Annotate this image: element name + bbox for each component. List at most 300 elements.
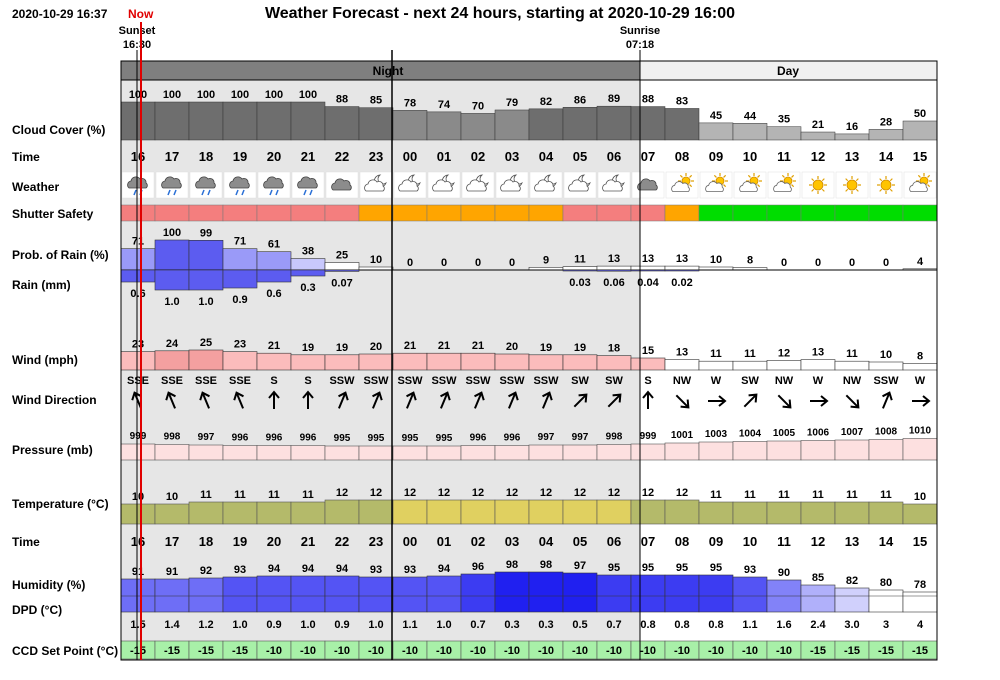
wind-bar bbox=[393, 353, 427, 370]
humidity-bar bbox=[257, 576, 291, 612]
shutter-safety-cell bbox=[733, 205, 767, 221]
ccd-setpoint-value: -10 bbox=[640, 645, 656, 657]
wind-direction-label: SW bbox=[571, 375, 589, 387]
temperature-value: 11 bbox=[846, 489, 858, 501]
rain-prob-bar bbox=[631, 266, 665, 270]
humidity-value: 94 bbox=[335, 563, 349, 575]
shutter-safety-cell bbox=[359, 205, 393, 221]
rain-mm-value: 1.0 bbox=[164, 296, 180, 308]
cloud-cover-value: 100 bbox=[230, 89, 250, 101]
rain-prob-value: 0 bbox=[848, 257, 856, 269]
pressure-bar bbox=[801, 441, 835, 461]
wind-bar bbox=[869, 362, 903, 370]
pressure-value: 1001 bbox=[670, 430, 694, 441]
temperature-value: 11 bbox=[268, 489, 280, 501]
wind-value: 13 bbox=[811, 346, 825, 359]
time-label: 16 bbox=[130, 149, 146, 164]
cloud-cover-value: 44 bbox=[743, 110, 757, 123]
wind-value: 19 bbox=[335, 341, 349, 354]
shutter-safety-cell bbox=[291, 205, 325, 221]
shutter-safety-cell bbox=[631, 205, 665, 221]
temperature-value: 12 bbox=[437, 487, 451, 499]
dpd-value: 0.8 bbox=[640, 619, 656, 631]
rain-prob-value: 13 bbox=[675, 253, 689, 266]
humidity-value: 96 bbox=[471, 561, 485, 573]
humidity-bar bbox=[427, 576, 461, 612]
shutter-safety-cell bbox=[869, 205, 903, 221]
ccd-setpoint-value: -10 bbox=[334, 645, 350, 657]
temperature-bar bbox=[699, 502, 733, 524]
temperature-value: 10 bbox=[165, 491, 179, 503]
shutter-safety-cell bbox=[801, 205, 835, 221]
temperature-bar bbox=[393, 500, 427, 524]
ccd-setpoint-value: -15 bbox=[844, 645, 860, 657]
label-time: Time bbox=[12, 150, 40, 164]
humidity-value: 78 bbox=[913, 579, 927, 591]
time-label-bottom: 23 bbox=[368, 534, 384, 549]
shutter-safety-cell bbox=[767, 205, 801, 221]
wind-value: 24 bbox=[165, 337, 179, 350]
temperature-value: 10 bbox=[131, 491, 145, 503]
temperature-value: 11 bbox=[302, 489, 314, 501]
shutter-safety-cell bbox=[563, 205, 597, 221]
wind-bar bbox=[801, 360, 835, 370]
shutter-safety-cell bbox=[699, 205, 733, 221]
time-label-bottom: 19 bbox=[232, 534, 248, 549]
rain-prob-value: 0 bbox=[882, 257, 890, 269]
label-shutter-safety: Shutter Safety bbox=[12, 207, 94, 221]
dpd-value: 1.0 bbox=[300, 619, 316, 631]
humidity-value: 93 bbox=[233, 564, 247, 576]
rain-prob-value: 13 bbox=[641, 253, 655, 266]
cloud-cover-bar bbox=[597, 106, 631, 140]
time-label-bottom: 20 bbox=[266, 534, 282, 549]
temperature-bar bbox=[529, 500, 563, 524]
night-label: Night bbox=[372, 64, 404, 78]
temperature-bar bbox=[223, 502, 257, 524]
time-label: 19 bbox=[232, 149, 248, 164]
rain-prob-value: 0 bbox=[474, 257, 482, 269]
temperature-bar bbox=[869, 502, 903, 524]
time-label: 20 bbox=[266, 149, 282, 164]
wind-direction-label: SSW bbox=[465, 375, 491, 387]
cloud-cover-bar bbox=[121, 102, 155, 140]
rain-mm-bar bbox=[257, 270, 291, 282]
sunset-label: Sunset bbox=[118, 25, 156, 37]
temperature-value: 12 bbox=[607, 487, 621, 499]
rain-prob-value: 99 bbox=[199, 227, 213, 240]
chart-title: Weather Forecast - next 24 hours, starting at 2020-10-29 16:00 bbox=[264, 5, 736, 22]
humidity-bar bbox=[631, 575, 665, 612]
sun-icon bbox=[881, 180, 891, 190]
rain-prob-value: 8 bbox=[746, 254, 754, 267]
cloud-cover-bar bbox=[665, 108, 699, 140]
time-label: 14 bbox=[878, 149, 894, 164]
temperature-value: 11 bbox=[200, 489, 212, 501]
dpd-value: 1.4 bbox=[164, 619, 180, 631]
sunrise-label: Sunrise bbox=[619, 25, 661, 37]
humidity-bar bbox=[359, 577, 393, 612]
pressure-value: 996 bbox=[231, 432, 249, 444]
cloud-cover-bar bbox=[393, 110, 427, 140]
rain-mm-bar bbox=[325, 270, 359, 271]
cloud-cover-value: 50 bbox=[913, 108, 927, 120]
rain-mm-value: 0.03 bbox=[569, 277, 591, 289]
humidity-bar bbox=[801, 585, 835, 612]
humidity-bar bbox=[597, 575, 631, 612]
wind-direction-label: W bbox=[914, 375, 926, 387]
pressure-value: 996 bbox=[503, 432, 521, 444]
pressure-bar bbox=[461, 446, 495, 461]
temperature-value: 11 bbox=[778, 489, 790, 501]
ccd-setpoint-value: -10 bbox=[708, 645, 724, 657]
wind-direction-label: SW bbox=[605, 375, 623, 387]
humidity-bar bbox=[223, 577, 257, 612]
rain-prob-value: 71 bbox=[233, 235, 247, 248]
label-temperature: Temperature (°C) bbox=[12, 497, 109, 511]
humidity-value: 98 bbox=[539, 559, 553, 571]
wind-direction-label: SSE bbox=[228, 375, 252, 387]
time-label: 00 bbox=[402, 149, 418, 164]
ccd-setpoint-value: -15 bbox=[912, 645, 928, 657]
shutter-safety-cell bbox=[189, 205, 223, 221]
rain-prob-bar bbox=[325, 263, 359, 271]
time-label: 12 bbox=[810, 149, 826, 164]
time-label-bottom: 18 bbox=[198, 534, 214, 549]
wind-value: 8 bbox=[916, 350, 924, 363]
time-label-bottom: 14 bbox=[878, 534, 894, 549]
rain-mm-bar bbox=[189, 270, 223, 290]
time-label-bottom: 22 bbox=[334, 534, 350, 549]
humidity-bar bbox=[699, 575, 733, 612]
wind-bar bbox=[155, 351, 189, 370]
wind-value: 15 bbox=[641, 345, 655, 357]
time-label: 15 bbox=[912, 149, 928, 164]
shutter-safety-cell bbox=[461, 205, 495, 221]
label-wind-direction: Wind Direction bbox=[12, 393, 97, 407]
dpd-value: 1.1 bbox=[402, 619, 418, 631]
time-label-bottom: 07 bbox=[640, 534, 656, 549]
cloud-cover-value: 88 bbox=[335, 93, 349, 106]
temperature-bar bbox=[325, 500, 359, 524]
ccd-setpoint-value: -15 bbox=[810, 645, 826, 657]
pressure-bar bbox=[325, 446, 359, 460]
pressure-bar bbox=[223, 446, 257, 461]
wind-direction-label: SSW bbox=[533, 375, 559, 387]
rain-prob-bar bbox=[155, 240, 189, 270]
rain-prob-value: 13 bbox=[607, 253, 621, 266]
dpd-value: 0.8 bbox=[674, 619, 690, 631]
label-humidity: Humidity (%) bbox=[12, 578, 86, 592]
rain-prob-value: 10 bbox=[709, 254, 723, 266]
pressure-bar bbox=[529, 445, 563, 460]
humidity-value: 94 bbox=[267, 563, 281, 575]
dpd-value: 3 bbox=[882, 619, 890, 631]
time-label: 02 bbox=[470, 149, 486, 164]
dpd-value: 0.9 bbox=[266, 619, 282, 631]
cloud-cover-value: 85 bbox=[369, 94, 383, 107]
cloud-cover-value: 100 bbox=[162, 89, 182, 101]
wind-direction-label: S bbox=[644, 375, 652, 387]
wind-direction-label: W bbox=[812, 375, 824, 387]
wind-value: 19 bbox=[573, 341, 587, 354]
pressure-value: 1005 bbox=[772, 428, 796, 439]
humidity-bar bbox=[291, 576, 325, 612]
pressure-bar bbox=[155, 445, 189, 461]
temperature-value: 11 bbox=[812, 489, 824, 501]
temperature-bar bbox=[767, 502, 801, 524]
rain-prob-value: 11 bbox=[574, 253, 586, 266]
dpd-value: 0.5 bbox=[572, 619, 588, 631]
time-label-bottom: 21 bbox=[300, 534, 316, 549]
ccd-setpoint-value: -10 bbox=[606, 645, 622, 657]
ccd-setpoint-value: -15 bbox=[130, 645, 146, 657]
time-label-bottom: 00 bbox=[402, 534, 418, 549]
humidity-value: 95 bbox=[607, 562, 621, 574]
time-label: 05 bbox=[572, 149, 588, 164]
humidity-bar bbox=[563, 573, 597, 612]
wind-value: 20 bbox=[505, 341, 519, 353]
cloud-cover-bar bbox=[189, 102, 223, 140]
cloud-cover-bar bbox=[733, 123, 767, 140]
pressure-value: 997 bbox=[197, 432, 215, 443]
humidity-value: 93 bbox=[743, 564, 757, 576]
wind-bar bbox=[359, 354, 393, 370]
wind-bar bbox=[427, 353, 461, 370]
humidity-value: 91 bbox=[165, 566, 179, 578]
time-label: 13 bbox=[844, 149, 860, 164]
wind-bar bbox=[223, 352, 257, 370]
time-label: 01 bbox=[436, 149, 452, 164]
rain-mm-bar bbox=[155, 270, 189, 290]
rain-mm-value: 1.0 bbox=[198, 296, 214, 308]
shutter-safety-cell bbox=[393, 205, 427, 221]
wind-value: 12 bbox=[777, 347, 791, 360]
time-label: 22 bbox=[334, 149, 350, 164]
temperature-value: 12 bbox=[573, 487, 587, 499]
pressure-bar bbox=[733, 442, 767, 461]
temperature-value: 12 bbox=[505, 487, 519, 499]
dpd-value: 1.0 bbox=[368, 619, 384, 631]
temperature-value: 12 bbox=[369, 487, 383, 499]
humidity-value: 91 bbox=[131, 566, 145, 578]
cloud-cover-bar bbox=[529, 109, 563, 140]
wind-bar bbox=[733, 361, 767, 370]
rain-prob-value: 100 bbox=[162, 227, 182, 239]
time-label-bottom: 15 bbox=[912, 534, 928, 549]
ccd-setpoint-value: -10 bbox=[470, 645, 486, 657]
humidity-bar bbox=[835, 588, 869, 612]
temperature-bar bbox=[597, 500, 631, 524]
time-label: 09 bbox=[708, 149, 724, 164]
wind-value: 11 bbox=[710, 348, 722, 361]
temperature-bar bbox=[801, 502, 835, 524]
humidity-bar bbox=[393, 577, 427, 612]
humidity-value: 85 bbox=[811, 572, 825, 584]
rain-mm-value: 0.3 bbox=[300, 282, 316, 294]
humidity-bar bbox=[733, 577, 767, 612]
shutter-safety-cell bbox=[155, 205, 189, 221]
wind-value: 18 bbox=[607, 342, 621, 355]
rain-prob-value: 0 bbox=[440, 257, 448, 269]
pressure-value: 997 bbox=[537, 432, 555, 443]
wind-direction-label: SSE bbox=[160, 375, 184, 387]
temperature-value: 11 bbox=[880, 489, 892, 501]
time-label-bottom: 01 bbox=[436, 534, 452, 549]
rain-prob-value: 38 bbox=[301, 245, 315, 258]
dpd-value: 4 bbox=[916, 619, 924, 631]
cloud-cover-value: 45 bbox=[709, 109, 723, 122]
shutter-safety-cell bbox=[427, 205, 461, 221]
humidity-value: 95 bbox=[709, 562, 723, 574]
time-label: 18 bbox=[198, 149, 214, 164]
cloud-cover-bar bbox=[767, 127, 801, 140]
ccd-setpoint-value: -15 bbox=[198, 645, 214, 657]
time-label: 03 bbox=[504, 149, 520, 164]
wind-bar bbox=[767, 360, 801, 370]
temperature-bar bbox=[155, 504, 189, 524]
cloud-cover-value: 100 bbox=[298, 89, 318, 101]
pressure-value: 1006 bbox=[806, 427, 830, 439]
sunset-time: 16:30 bbox=[122, 39, 152, 51]
humidity-value: 93 bbox=[369, 564, 383, 576]
pressure-value: 996 bbox=[469, 432, 487, 444]
cloud-cover-bar bbox=[223, 102, 257, 140]
cloud-cover-value: 16 bbox=[845, 120, 859, 133]
shutter-safety-cell bbox=[257, 205, 291, 221]
temperature-value: 12 bbox=[335, 487, 349, 499]
wind-bar bbox=[325, 355, 359, 370]
humidity-bar bbox=[189, 578, 223, 612]
wind-direction-label: SSE bbox=[126, 375, 150, 387]
time-label: 17 bbox=[164, 149, 180, 164]
pressure-value: 997 bbox=[571, 432, 589, 443]
wind-value: 21 bbox=[471, 340, 485, 353]
time-label: 21 bbox=[300, 149, 316, 164]
pressure-value: 1004 bbox=[738, 428, 762, 440]
humidity-bar bbox=[155, 579, 189, 612]
wind-direction-label: S bbox=[270, 375, 278, 387]
wind-value: 25 bbox=[199, 337, 213, 349]
dpd-value: 0.9 bbox=[334, 619, 350, 631]
label-rain-mm: Rain (mm) bbox=[12, 278, 71, 292]
wind-value: 19 bbox=[539, 341, 553, 354]
dpd-value: 0.3 bbox=[504, 619, 520, 631]
humidity-bar bbox=[529, 572, 563, 612]
cloud-cover-value: 83 bbox=[675, 95, 689, 108]
time-label-bottom: 12 bbox=[810, 534, 826, 549]
temperature-bar bbox=[189, 502, 223, 524]
time-label-bottom: 09 bbox=[708, 534, 724, 549]
pressure-bar bbox=[291, 446, 325, 461]
wind-direction-label: SSW bbox=[363, 375, 389, 387]
cloud-cover-value: 100 bbox=[196, 89, 216, 101]
pressure-value: 998 bbox=[163, 431, 181, 443]
rain-mm-bar bbox=[563, 270, 597, 271]
wind-value: 11 bbox=[846, 348, 858, 361]
rain-mm-value: 0.07 bbox=[331, 277, 353, 290]
cloud-cover-value: 35 bbox=[777, 113, 791, 126]
time-label-bottom: 06 bbox=[606, 534, 622, 549]
humidity-bar bbox=[869, 590, 903, 612]
humidity-value: 90 bbox=[777, 567, 791, 579]
temperature-value: 11 bbox=[710, 489, 722, 501]
pressure-bar bbox=[631, 444, 665, 460]
wind-direction-label: SSE bbox=[194, 375, 218, 387]
ccd-setpoint-value: -10 bbox=[538, 645, 554, 657]
pressure-bar bbox=[835, 440, 869, 460]
cloud-cover-bar bbox=[359, 108, 393, 140]
temperature-bar bbox=[835, 502, 869, 524]
time-label-bottom: 05 bbox=[572, 534, 588, 549]
cloud-cover-bar bbox=[835, 134, 869, 140]
rain-prob-value: 0 bbox=[406, 257, 414, 269]
wind-value: 19 bbox=[301, 341, 315, 354]
humidity-bar bbox=[495, 572, 529, 612]
wind-bar bbox=[563, 355, 597, 370]
shutter-safety-cell bbox=[665, 205, 699, 221]
dpd-value: 3.0 bbox=[844, 619, 860, 631]
pressure-bar bbox=[495, 446, 529, 461]
wind-direction-label: SSW bbox=[329, 375, 355, 387]
cloud-cover-bar bbox=[495, 110, 529, 140]
wind-direction-label: S bbox=[304, 375, 312, 387]
temperature-bar bbox=[665, 500, 699, 524]
cloud-cover-bar bbox=[155, 102, 189, 140]
temperature-bar bbox=[495, 500, 529, 524]
rain-prob-value: 10 bbox=[369, 254, 383, 266]
pressure-bar bbox=[665, 443, 699, 460]
dpd-value: 1.5 bbox=[130, 619, 146, 631]
temperature-bar bbox=[733, 502, 767, 524]
rain-mm-value: 0.06 bbox=[603, 277, 625, 290]
cloud-cover-bar bbox=[257, 102, 291, 140]
pressure-value: 1010 bbox=[908, 425, 932, 437]
pressure-value: 996 bbox=[265, 432, 283, 444]
pressure-bar bbox=[869, 440, 903, 461]
wind-direction-label: NW bbox=[774, 375, 794, 387]
wind-bar bbox=[257, 353, 291, 370]
pressure-value: 999 bbox=[129, 431, 147, 442]
cloud-cover-value: 89 bbox=[607, 93, 621, 106]
wind-bar bbox=[461, 353, 495, 370]
label-time-2: Time bbox=[12, 535, 40, 549]
rain-mm-bar bbox=[121, 270, 155, 282]
cloud-cover-bar bbox=[427, 112, 461, 140]
ccd-setpoint-value: -15 bbox=[232, 645, 248, 657]
label-cloud-cover: Cloud Cover (%) bbox=[12, 123, 106, 137]
wind-bar bbox=[121, 352, 155, 370]
cloud-cover-bar bbox=[461, 113, 495, 140]
temperature-bar bbox=[257, 502, 291, 524]
humidity-value: 94 bbox=[301, 563, 315, 575]
shutter-safety-cell bbox=[903, 205, 937, 221]
pressure-value: 996 bbox=[299, 432, 317, 444]
time-label: 06 bbox=[606, 149, 622, 164]
wind-direction-label: SSW bbox=[397, 375, 423, 387]
rain-prob-value: 0 bbox=[508, 257, 516, 269]
humidity-bar bbox=[665, 575, 699, 612]
time-label-bottom: 02 bbox=[470, 534, 486, 549]
wind-bar bbox=[529, 355, 563, 370]
wind-value: 23 bbox=[233, 338, 247, 351]
temperature-value: 11 bbox=[744, 489, 756, 501]
humidity-value: 95 bbox=[675, 562, 689, 574]
pressure-value: 995 bbox=[367, 433, 385, 444]
wind-direction-label: SW bbox=[741, 375, 759, 387]
temperature-bar bbox=[461, 500, 495, 524]
cloud-cover-value: 74 bbox=[437, 98, 451, 111]
